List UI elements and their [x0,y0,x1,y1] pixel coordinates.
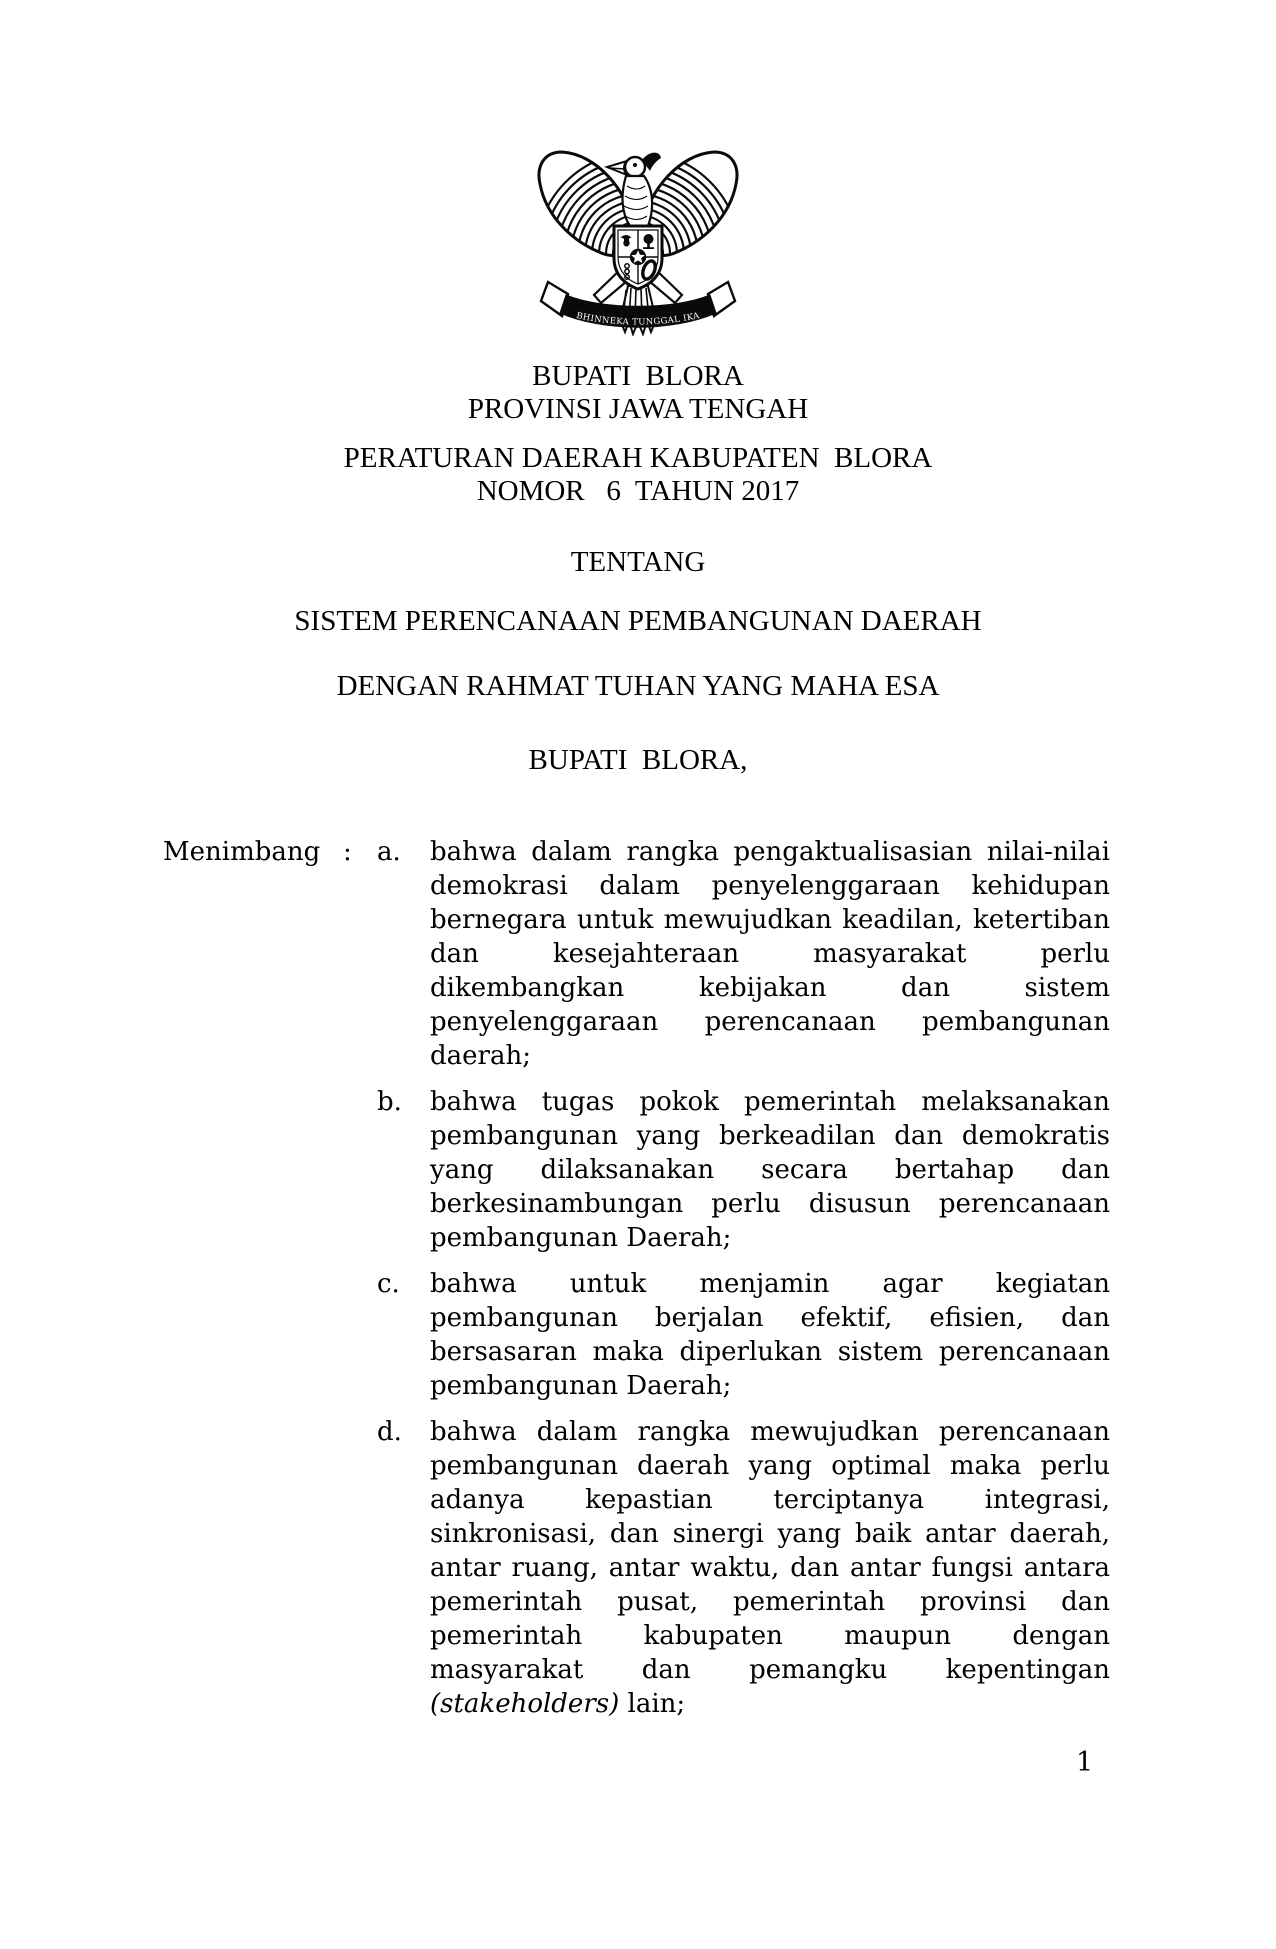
item-marker: c. [377,1269,400,1299]
item-marker: b. [377,1087,402,1117]
menimbang-colon: : [343,837,352,867]
item-marker: a. [377,837,401,867]
consider-item-b [163,1085,1110,1255]
emblem-motto-text: BHINNEKA TUNGGAL IKA [575,310,701,328]
page-number: 1 [1076,1747,1094,1778]
heading-regulation-title: PERATURAN DAERAH KABUPATEN BLORA [343,442,933,474]
heading-tentang: TENTANG [570,546,706,578]
garuda-pancasila-emblem-icon [532,138,744,336]
heading-province: PROVINSI JAWA TENGAH [467,393,809,425]
menimbang-label: Menimbang [163,837,321,867]
consider-item-a [163,835,1110,1073]
stakeholders-italic-term: (stakeholders) [430,1689,620,1719]
item-text-segment: lain; [619,1689,686,1719]
item-text: bahwa dalam rangka pengaktualisasian nilai-nilai demokrasi dalam penyelenggaraan kehidupan bernegara untuk mewujudkan keadilan, ketertiban dan kesejahteraan masyarakat perlu dikembangkan kebijakan dan sistem penyelenggaraan perencanaan pembangunan daerah; [430,837,1110,1071]
item-text: bahwa untuk menjamin agar kegiatan pembangunan berjalan efektif, efisien, dan bersasaran maka diperlukan sistem perencanaan pembangunan Daerah; [430,1269,1110,1401]
heading-authority: BUPATI BLORA [532,360,744,392]
item-text [430,1415,1110,1721]
heading-invocation: DENGAN RAHMAT TUHAN YANG MAHA ESA [336,670,940,702]
item-marker: d. [377,1417,402,1447]
consider-item-d [163,1415,1110,1721]
menimbang-section [0,835,1276,1721]
emblem-container [0,138,1276,336]
item-text: bahwa tugas pokok pemerintah melaksanakan pembangunan yang berkeadilan dan demokratis yang dilaksanakan secara bertahap dan berkesinambungan perlu disusun perencanaan pembangunan Daerah; [430,1087,1110,1253]
consider-item-c [163,1267,1110,1403]
heading-subject: SISTEM PERENCANAAN PEMBANGUNAN DAERAH [294,605,982,637]
item-text-segment: bahwa dalam rangka mewujudkan perencanaan pembangunan daerah yang optimal maka perlu adanya kepastian terciptanya integrasi, sinkronisasi, dan sinergi yang baik antar daerah, antar ruang, antar waktu, dan antar fungsi antara pemerintah pusat, pemerintah provinsi dan pemerintah kabupaten maupun dengan masyarakat dan pemangku kepentingan [430,1417,1110,1685]
heading-enacting-official: BUPATI BLORA, [528,744,748,776]
heading-regulation-number: NOMOR 6 TAHUN 2017 [476,475,800,507]
